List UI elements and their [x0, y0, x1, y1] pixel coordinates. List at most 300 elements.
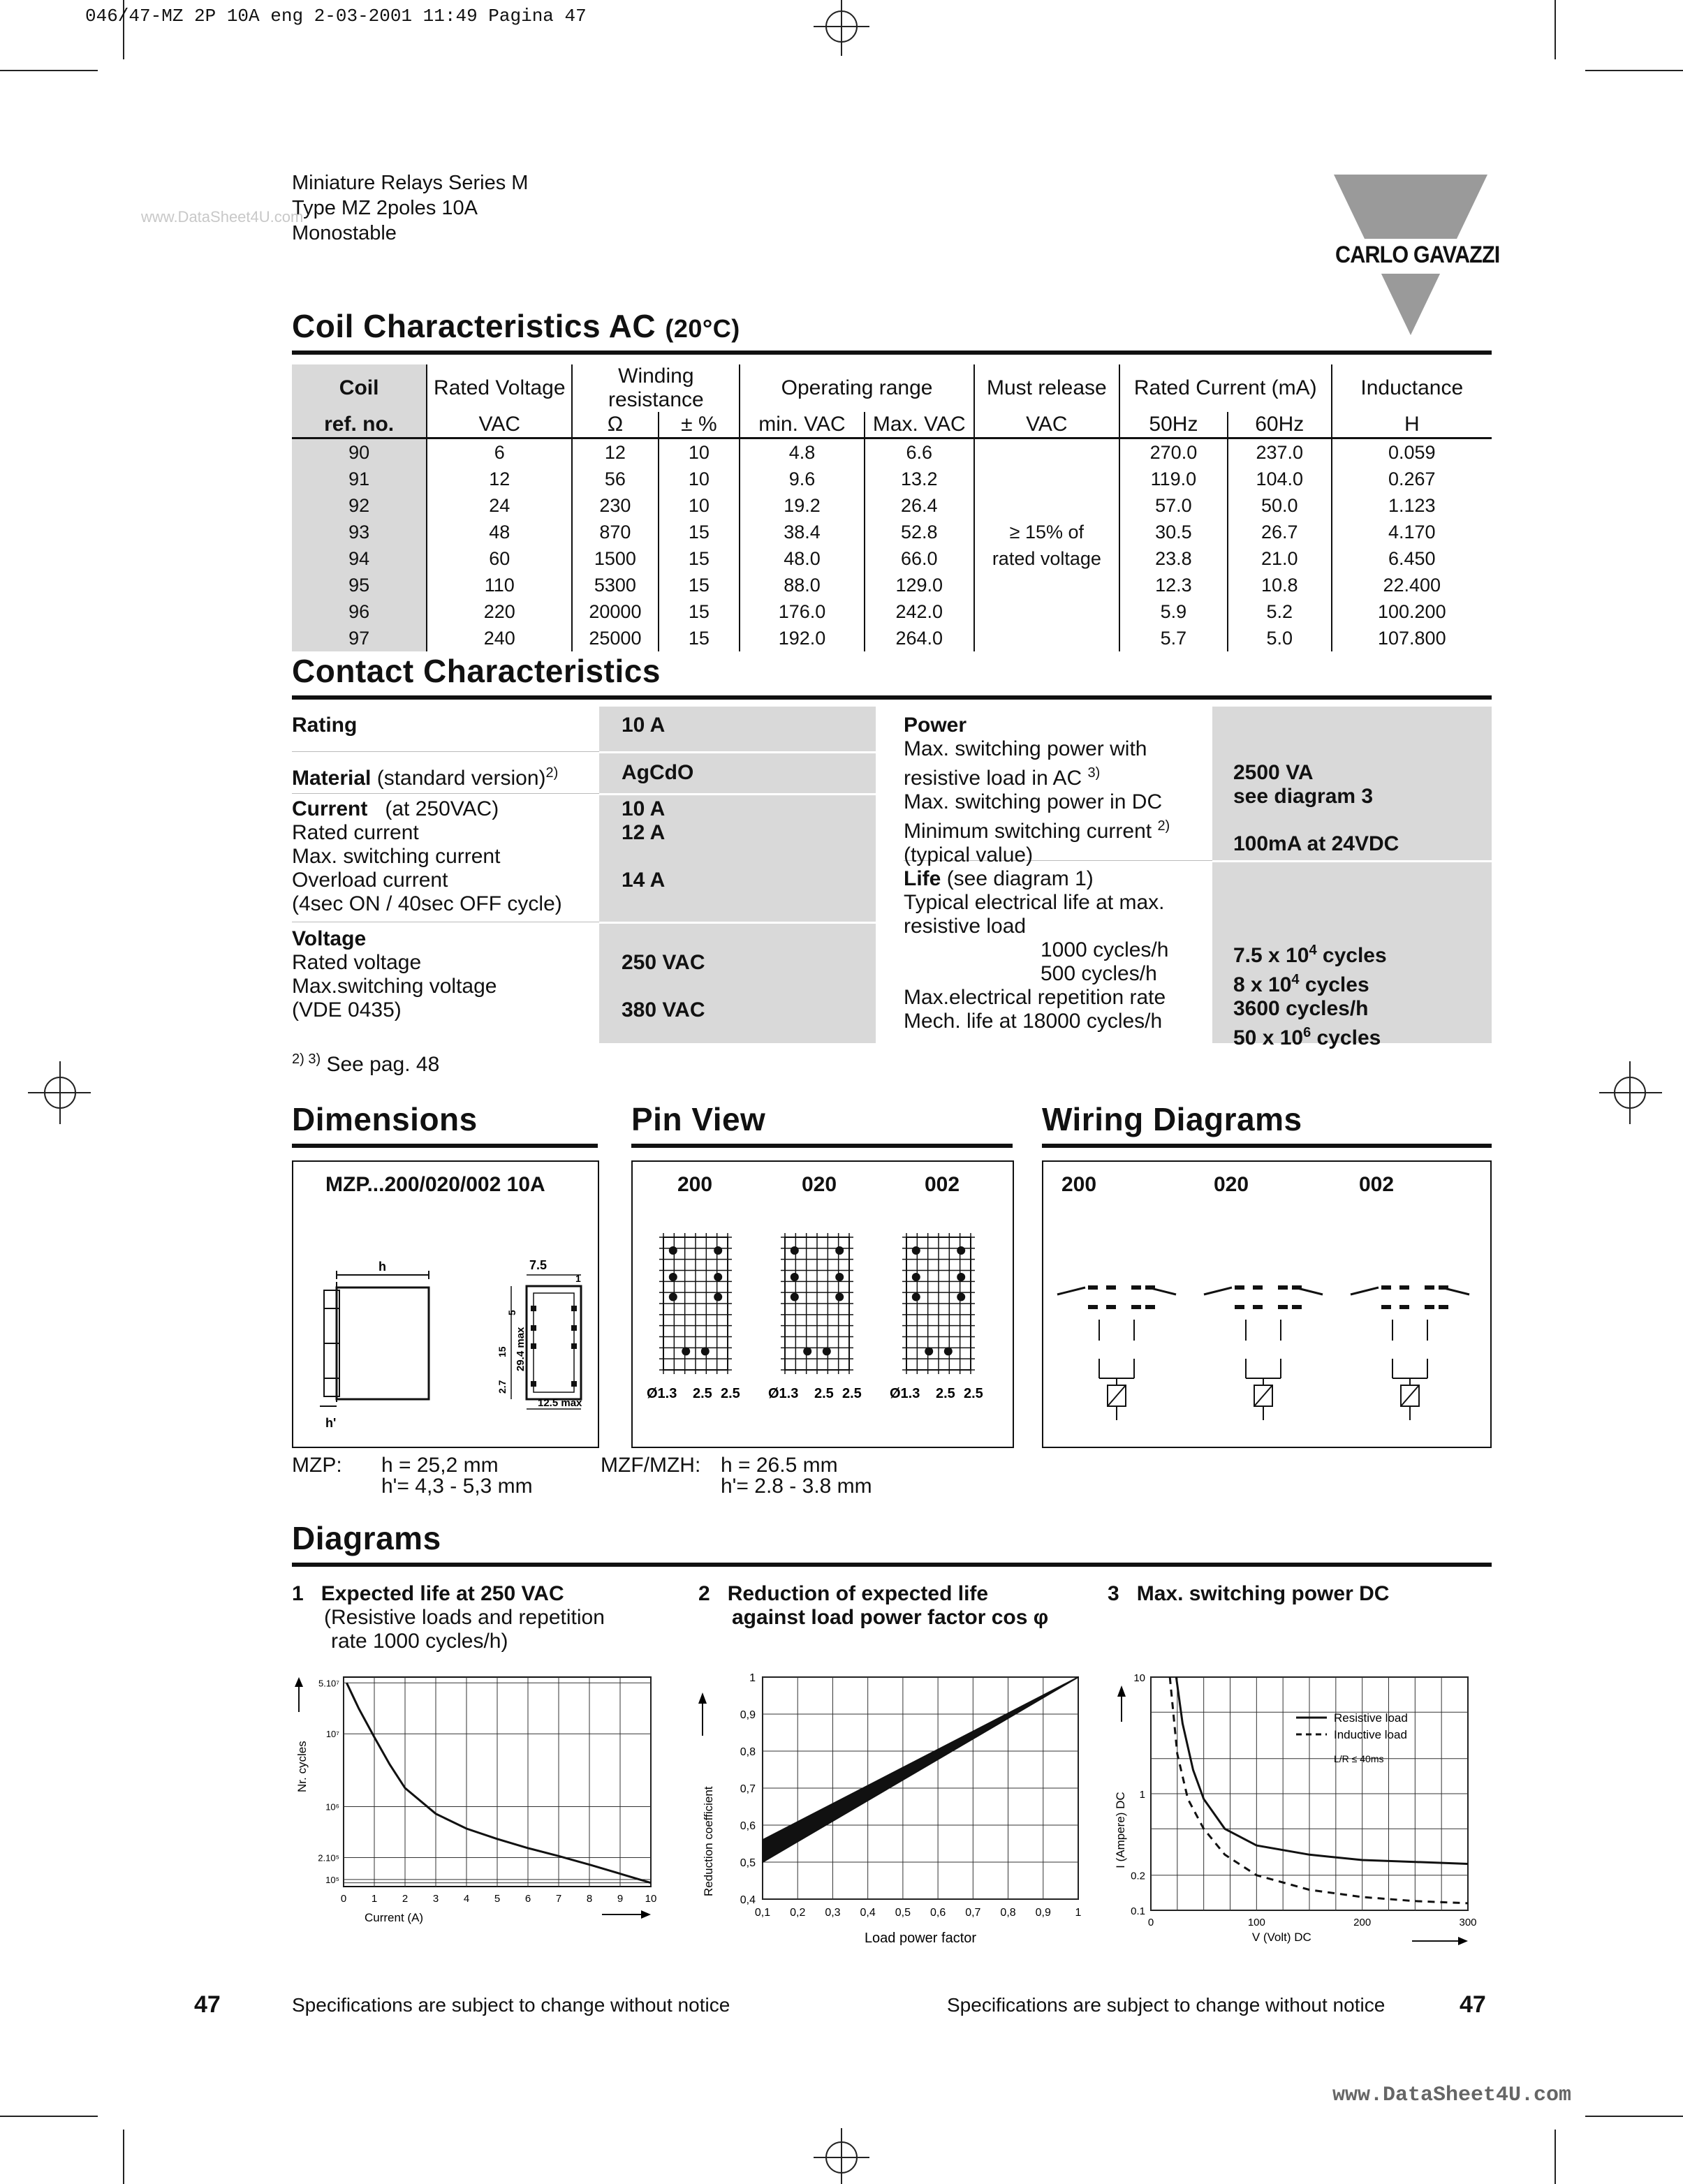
coil-cell: 15: [659, 545, 740, 572]
pin-dot: [912, 1293, 920, 1301]
contact-dash: [1381, 1305, 1391, 1309]
diagram-2-number: 2: [698, 1582, 710, 1605]
must-release-cell: [974, 572, 1119, 598]
rated-voltage-label: Rated voltage: [292, 951, 422, 974]
pin-dot: [791, 1246, 799, 1255]
life-value-2-exp: 4: [1291, 972, 1300, 987]
wiring-label-200: 200: [1061, 1173, 1097, 1196]
coil-cell: 6: [427, 438, 572, 466]
coil-cell: 5.2: [1228, 598, 1332, 625]
contact-dash: [1131, 1285, 1141, 1290]
pin-dot: [791, 1273, 799, 1281]
pinview-title: Pin View: [631, 1101, 766, 1137]
pin-dot: [823, 1347, 831, 1355]
coil-cell: 119.0: [1119, 466, 1228, 492]
contact-arm: [1351, 1287, 1379, 1294]
contact-dash: [1292, 1285, 1302, 1290]
must-release-cell: ≥ 15% of: [974, 519, 1119, 545]
wiring-title: Wiring Diagrams: [1042, 1101, 1302, 1137]
coil-cell: 5300: [572, 572, 658, 598]
chart-dc-power: [1108, 1662, 1499, 1962]
pin-dot: [669, 1246, 677, 1255]
dim-h-prime: h': [325, 1416, 337, 1430]
x-tick-label: 7: [555, 1893, 562, 1905]
axis-arrowhead: [641, 1910, 651, 1919]
coil-unit-release: VAC: [974, 412, 1119, 438]
x-tick-label: 6: [524, 1893, 531, 1905]
coil-cell: 10: [659, 492, 740, 519]
dim-2-7: 2.7: [497, 1380, 508, 1394]
mzp-hp: h'= 4,3 - 5,3 mm: [381, 1475, 533, 1498]
pin-dot: [803, 1347, 811, 1355]
contact-dash: [1425, 1305, 1434, 1309]
y-tick-label: 10⁷: [325, 1729, 339, 1740]
contact-title: Contact Characteristics: [292, 653, 661, 689]
voltage-label: Voltage: [292, 927, 367, 950]
x-tick-label: 0: [340, 1893, 347, 1905]
coil-cell: 240: [427, 625, 572, 651]
pin-diameter-label: Ø1.3: [768, 1386, 799, 1401]
registration-mark-top: [810, 0, 873, 56]
life-value-3: 3600 cycles/h: [1233, 997, 1369, 1020]
x-tick-label: 0: [1147, 1917, 1154, 1928]
coil-unit-tolerance: ± %: [659, 412, 740, 438]
registration-mark-left: [28, 1061, 91, 1124]
mzp-values: [381, 1455, 533, 1497]
current-label: Current: [292, 797, 368, 820]
life-line-1: Typical electrical life at max.: [904, 891, 1165, 914]
dim-15: 15: [497, 1346, 508, 1357]
footer-notice-right: Specifications are subject to change without notice: [947, 1994, 1386, 2016]
coil-header-operating: Operating range: [740, 364, 974, 412]
diagram-3-caption: [1108, 1582, 1389, 1606]
footnote-markers: 2) 3): [292, 1052, 321, 1067]
must-release-cell: [974, 438, 1119, 466]
pin-dot: [669, 1293, 677, 1301]
contact-dash: [1145, 1305, 1155, 1309]
contact-dash: [1381, 1285, 1391, 1290]
row-rule: [292, 751, 599, 752]
rated-current-label: Rated current: [292, 821, 419, 844]
contact-dash: [1235, 1285, 1244, 1290]
reduction-band: [763, 1677, 1078, 1862]
pin-dot: [957, 1273, 965, 1281]
coil-cell: 230: [572, 492, 658, 519]
rating-row: [292, 714, 357, 737]
coil-cell: 220: [427, 598, 572, 625]
coil-cell: 12: [572, 438, 658, 466]
y-tick-label: 1: [1139, 1789, 1145, 1801]
power-line-1: Max. switching power with: [904, 737, 1147, 760]
pinview-label-020: 020: [802, 1173, 837, 1196]
x-tick-label: 2: [402, 1893, 409, 1905]
dimensions-drawing: [293, 1204, 598, 1441]
coil-cell: 50.0: [1228, 492, 1332, 519]
contact-dash: [1253, 1305, 1263, 1309]
contact-dash: [1088, 1285, 1098, 1290]
coil-cell: 92: [292, 492, 427, 519]
contact-dash: [1439, 1305, 1448, 1309]
crop-mark: [0, 2116, 98, 2117]
x-tick-label: 1: [1075, 1907, 1082, 1919]
coil-cell: 15: [659, 519, 740, 545]
power-block: [904, 714, 1170, 867]
crop-mark: [1555, 0, 1556, 59]
coil-unit-max: Max. VAC: [865, 412, 974, 438]
chart-power-factor: [698, 1662, 1103, 1962]
overload-current-label: Overload current: [292, 869, 448, 892]
contact-arm: [1057, 1287, 1085, 1294]
x-tick-label: 0,6: [929, 1907, 946, 1919]
coil-cell: 870: [572, 519, 658, 545]
contact-dash: [1399, 1305, 1409, 1309]
coil-cell: 21.0: [1228, 545, 1332, 572]
diagram-1-sub2: rate 1000 cycles/h): [331, 1630, 508, 1653]
y-tick-label: 0,5: [740, 1857, 756, 1869]
coil-cell: 10.8: [1228, 572, 1332, 598]
resistive-load-curve: [1176, 1677, 1468, 1864]
coil-cell: 38.4: [740, 519, 864, 545]
vde-label: (VDE 0435): [292, 998, 402, 1021]
life-value-4: 50 x 10: [1233, 1026, 1304, 1049]
x-axis-label: Load power factor: [864, 1931, 977, 1946]
x-axis-label: Current (A): [365, 1911, 424, 1924]
power-footnote-3: 3): [1087, 765, 1101, 781]
mzf-h: h = 26.5 mm: [721, 1454, 838, 1477]
dimensions-box: [292, 1160, 599, 1448]
power-line-4: Minimum switching current: [904, 820, 1152, 843]
coil-cell: 264.0: [865, 625, 974, 651]
diagram-2-title: Reduction of expected life: [727, 1582, 989, 1605]
life-value-1: 7.5 x 10: [1233, 944, 1309, 967]
coil-cell: 6.450: [1332, 545, 1492, 572]
print-header: 046/47-MZ 2P 10A eng 2-03-2001 11:49 Pagina 47: [85, 6, 587, 27]
contact-dash: [1292, 1305, 1302, 1309]
coil-unit-min: min. VAC: [740, 412, 864, 438]
coil-cell: 10: [659, 466, 740, 492]
y-tick-label: 0,7: [740, 1783, 756, 1795]
material-footnote: 2): [545, 765, 559, 781]
product-mode: Monostable: [292, 222, 397, 244]
coil-cell: 1.123: [1332, 492, 1492, 519]
y-tick-label: 0,4: [740, 1894, 756, 1906]
diagram-1-caption: [292, 1582, 605, 1653]
material-note: (standard version): [376, 767, 546, 790]
y-tick-label: 5.10⁷: [318, 1678, 339, 1689]
power-value-min: 100mA at 24VDC: [1233, 832, 1399, 855]
x-tick-label: 3: [432, 1893, 439, 1905]
dim-29-4: 29.4 max: [515, 1327, 527, 1371]
life-note: (see diagram 1): [946, 867, 1094, 890]
coil-section-title: [292, 307, 740, 345]
contact-dash: [1253, 1285, 1263, 1290]
coil-cell: 26.7: [1228, 519, 1332, 545]
wiring-label-020: 020: [1214, 1173, 1249, 1196]
must-release-cell: rated voltage: [974, 545, 1119, 572]
voltage-block: [292, 927, 497, 1022]
y-tick-label: 0,9: [740, 1709, 756, 1721]
coil-cell: 13.2: [865, 466, 974, 492]
y-tick-label: 0,6: [740, 1820, 756, 1832]
dim-h: h: [379, 1260, 386, 1274]
life-value-4-unit: cycles: [1311, 1026, 1381, 1049]
dim-12-5: 12.5 max: [538, 1397, 582, 1409]
life-line-4: 500 cycles/h: [1041, 962, 1157, 985]
coil-row: [292, 572, 1492, 598]
coil-cell: 20000: [572, 598, 658, 625]
coil-symbol: [1401, 1385, 1419, 1406]
x-tick-label: 0,1: [754, 1907, 771, 1919]
coil-cell: 57.0: [1119, 492, 1228, 519]
life-line-2: resistive load: [904, 915, 1027, 938]
coil-cell: 52.8: [865, 519, 974, 545]
y-tick-label: 10⁵: [325, 1874, 339, 1885]
power-value-ac: 2500 VA: [1233, 761, 1314, 784]
life-line-3: 1000 cycles/h: [1041, 938, 1169, 961]
power-footnote-2: 2): [1157, 818, 1170, 834]
watermark-top: www.DataSheet4U.com: [141, 208, 304, 226]
coil-header-rated-current: Rated Current (mA): [1119, 364, 1332, 412]
coil-cell: 1500: [572, 545, 658, 572]
coil-cell: 129.0: [865, 572, 974, 598]
diagram-3-number: 3: [1108, 1582, 1119, 1605]
pin-dot: [957, 1246, 965, 1255]
y-axis-label: Reduction coefficient: [702, 1786, 715, 1896]
y-tick-label: 0,8: [740, 1746, 756, 1758]
y-tick-label: 2.10⁵: [318, 1852, 339, 1864]
crop-mark: [1555, 2130, 1556, 2184]
coil-cell: 91: [292, 466, 427, 492]
y-tick-label: 10: [1133, 1672, 1145, 1684]
pin-dot: [944, 1347, 953, 1355]
legend-note: L/R ≤ 40ms: [1334, 1753, 1384, 1764]
y-tick-label: 10⁶: [325, 1801, 339, 1813]
coil-cell: 5.0: [1228, 625, 1332, 651]
contact-dash: [1131, 1305, 1141, 1309]
power-values: [1233, 761, 1399, 856]
rating-label: Rating: [292, 714, 358, 737]
coil-cell: 4.8: [740, 438, 864, 466]
must-release-cell: [974, 492, 1119, 519]
mzp-dims: [292, 1455, 342, 1476]
coil-cell: 270.0: [1119, 438, 1228, 466]
pin-pitch-a: 2.5: [693, 1386, 712, 1401]
coil-row: [292, 466, 1492, 492]
coil-title: Coil Characteristics AC: [292, 308, 656, 344]
coil-cell: 94: [292, 545, 427, 572]
coil-cell: 88.0: [740, 572, 864, 598]
pin-dot: [791, 1293, 799, 1301]
contact-dash: [1088, 1305, 1098, 1309]
section-rule: [1042, 1144, 1492, 1148]
overload-cycle-label: (4sec ON / 40sec OFF cycle): [292, 892, 562, 915]
coil-cell: 6.6: [865, 438, 974, 466]
coil-cell: 107.800: [1332, 625, 1492, 651]
pinview-box: [631, 1160, 1014, 1448]
coil-cell: 12: [427, 466, 572, 492]
life-value-2-unit: cycles: [1299, 973, 1369, 996]
life-value-2: 8 x 10: [1233, 973, 1292, 996]
must-release-cell: [974, 466, 1119, 492]
dim-1: 1: [575, 1273, 581, 1284]
material-label: Material: [292, 767, 372, 790]
coil-header-ref-no: ref. no.: [292, 412, 427, 438]
pin-diameter-label: Ø1.3: [890, 1386, 920, 1401]
coil-symbol: [1254, 1385, 1272, 1406]
coil-unit-vac: VAC: [427, 412, 572, 438]
x-tick-label: 0,9: [1035, 1907, 1051, 1919]
power-label: Power: [904, 714, 967, 737]
axis-arrowhead: [698, 1692, 707, 1704]
diagram-1-title: Expected life at 250 VAC: [321, 1582, 564, 1605]
coil-cell: 100.200: [1332, 598, 1492, 625]
pin-dot: [912, 1246, 920, 1255]
power-value-dc: see diagram 3: [1233, 785, 1374, 808]
life-value-4-exp: 6: [1303, 1025, 1311, 1040]
diagram-1-sub1: (Resistive loads and repetition: [324, 1606, 605, 1629]
coil-cell: 176.0: [740, 598, 864, 625]
mzf-label: MZF/MZH:: [601, 1454, 701, 1477]
x-tick-label: 200: [1353, 1917, 1372, 1928]
dim-7-5: 7.5: [529, 1258, 547, 1272]
y-axis-label: Nr. cycles: [295, 1741, 309, 1792]
coil-cell: 5.7: [1119, 625, 1228, 651]
coil-cell: 237.0: [1228, 438, 1332, 466]
mzp-label: MZP:: [292, 1454, 342, 1477]
coil-unit-henry: H: [1332, 412, 1492, 438]
pin-dot: [701, 1347, 710, 1355]
coil-cell: 10: [659, 438, 740, 466]
coil-header-ref: Coil: [292, 364, 427, 412]
wiring-box: [1042, 1160, 1492, 1448]
crop-mark: [1585, 70, 1683, 71]
must-release-cell: [974, 625, 1119, 651]
coil-cell: 66.0: [865, 545, 974, 572]
pin-pitch-a: 2.5: [814, 1386, 834, 1401]
pin-dot: [714, 1273, 722, 1281]
coil-row: [292, 519, 1492, 545]
diagram-2-caption: [698, 1582, 1048, 1630]
y-axis-label: I (Ampere) DC: [1114, 1792, 1127, 1868]
pinview-label-200: 200: [677, 1173, 713, 1196]
coil-cell: 93: [292, 519, 427, 545]
dim-5: 5: [506, 1310, 517, 1315]
coil-cell: 4.170: [1332, 519, 1492, 545]
wiring-drawing: [1043, 1225, 1490, 1441]
pin-dot: [714, 1293, 722, 1301]
x-tick-label: 100: [1247, 1917, 1265, 1928]
product-info: [292, 170, 528, 246]
x-tick-label: 0,2: [790, 1907, 806, 1919]
coil-cell: 24: [427, 492, 572, 519]
y-tick-label: 0.1: [1131, 1905, 1145, 1917]
registration-mark-right: [1599, 1061, 1662, 1124]
diagram-3-title: Max. switching power DC: [1136, 1582, 1390, 1605]
contact-footnote: [292, 1047, 439, 1077]
coil-row: [292, 438, 1492, 466]
diagram-2-sub: against load power factor cos φ: [732, 1606, 1049, 1629]
power-line-5: (typical value): [904, 843, 1034, 866]
voltage-values: [622, 951, 705, 1022]
coil-cell: 192.0: [740, 625, 864, 651]
dimensions-title: Dimensions: [292, 1101, 478, 1137]
life-line-5: Max.electrical repetition rate: [904, 986, 1166, 1009]
coil-cell: 95: [292, 572, 427, 598]
current-values: [622, 797, 665, 892]
coil-unit-60hz: 60Hz: [1228, 412, 1332, 438]
coil-cell: 26.4: [865, 492, 974, 519]
footnote-text: See pag. 48: [326, 1053, 440, 1076]
x-tick-label: 0,3: [825, 1907, 841, 1919]
axis-arrowhead: [295, 1677, 303, 1687]
pin-pitch-b: 2.5: [964, 1386, 983, 1401]
pin-dot: [669, 1273, 677, 1281]
pin-dot: [714, 1246, 722, 1255]
coil-cell: 23.8: [1119, 545, 1228, 572]
coil-cell: 97: [292, 625, 427, 651]
section-rule: [292, 695, 1492, 700]
coil-table: [292, 364, 1492, 651]
pin-dot: [835, 1273, 844, 1281]
diagram-1-number: 1: [292, 1582, 304, 1605]
x-tick-label: 300: [1459, 1917, 1477, 1928]
x-tick-label: 10: [645, 1893, 657, 1905]
life-values: [1233, 938, 1387, 1050]
contact-dash: [1145, 1285, 1155, 1290]
material-value: AgCdO: [622, 761, 694, 784]
contact-dash: [1278, 1305, 1288, 1309]
contact-dash: [1106, 1305, 1116, 1309]
x-tick-label: 0,4: [860, 1907, 876, 1919]
contact-dash: [1106, 1285, 1116, 1290]
pin-dot: [925, 1347, 933, 1355]
coil-cell: 15: [659, 625, 740, 651]
coil-cell: 19.2: [740, 492, 864, 519]
x-tick-label: 0,8: [1000, 1907, 1016, 1919]
section-rule: [292, 351, 1492, 355]
coil-cell: 242.0: [865, 598, 974, 625]
pin-pitch-a: 2.5: [936, 1386, 955, 1401]
pin-pitch-b: 2.5: [721, 1386, 740, 1401]
pin-dot: [682, 1347, 690, 1355]
diagrams-title: Diagrams: [292, 1520, 441, 1556]
legend-label: Inductive load: [1334, 1728, 1407, 1741]
contact-dash: [1425, 1285, 1434, 1290]
brand-name: CARLO GAVAZZI: [1335, 242, 1500, 268]
contact-dash: [1399, 1285, 1409, 1290]
pin-dot: [912, 1273, 920, 1281]
dimensions-model: MZP...200/020/002 10A: [325, 1173, 545, 1196]
chart-expected-life: [286, 1662, 684, 1962]
registration-mark-bottom: [810, 2128, 873, 2184]
life-label: Life: [904, 867, 941, 890]
x-axis-label: V (Volt) DC: [1251, 1931, 1311, 1944]
x-tick-label: 9: [617, 1893, 624, 1905]
x-tick-label: 4: [463, 1893, 470, 1905]
contact-dash: [1278, 1285, 1288, 1290]
power-line-2: resistive load in AC: [904, 767, 1082, 790]
coil-cell: 96: [292, 598, 427, 625]
crop-mark: [0, 70, 98, 71]
wiring-label-002: 002: [1359, 1173, 1395, 1196]
coil-row: [292, 545, 1492, 572]
row-rule: [292, 793, 599, 794]
must-release-cell: [974, 598, 1119, 625]
contact-dash: [1439, 1285, 1448, 1290]
pin-diameter-label: Ø1.3: [647, 1386, 677, 1401]
coil-header-winding: Winding resistance: [572, 364, 740, 412]
legend-label: Resistive load: [1334, 1711, 1408, 1725]
